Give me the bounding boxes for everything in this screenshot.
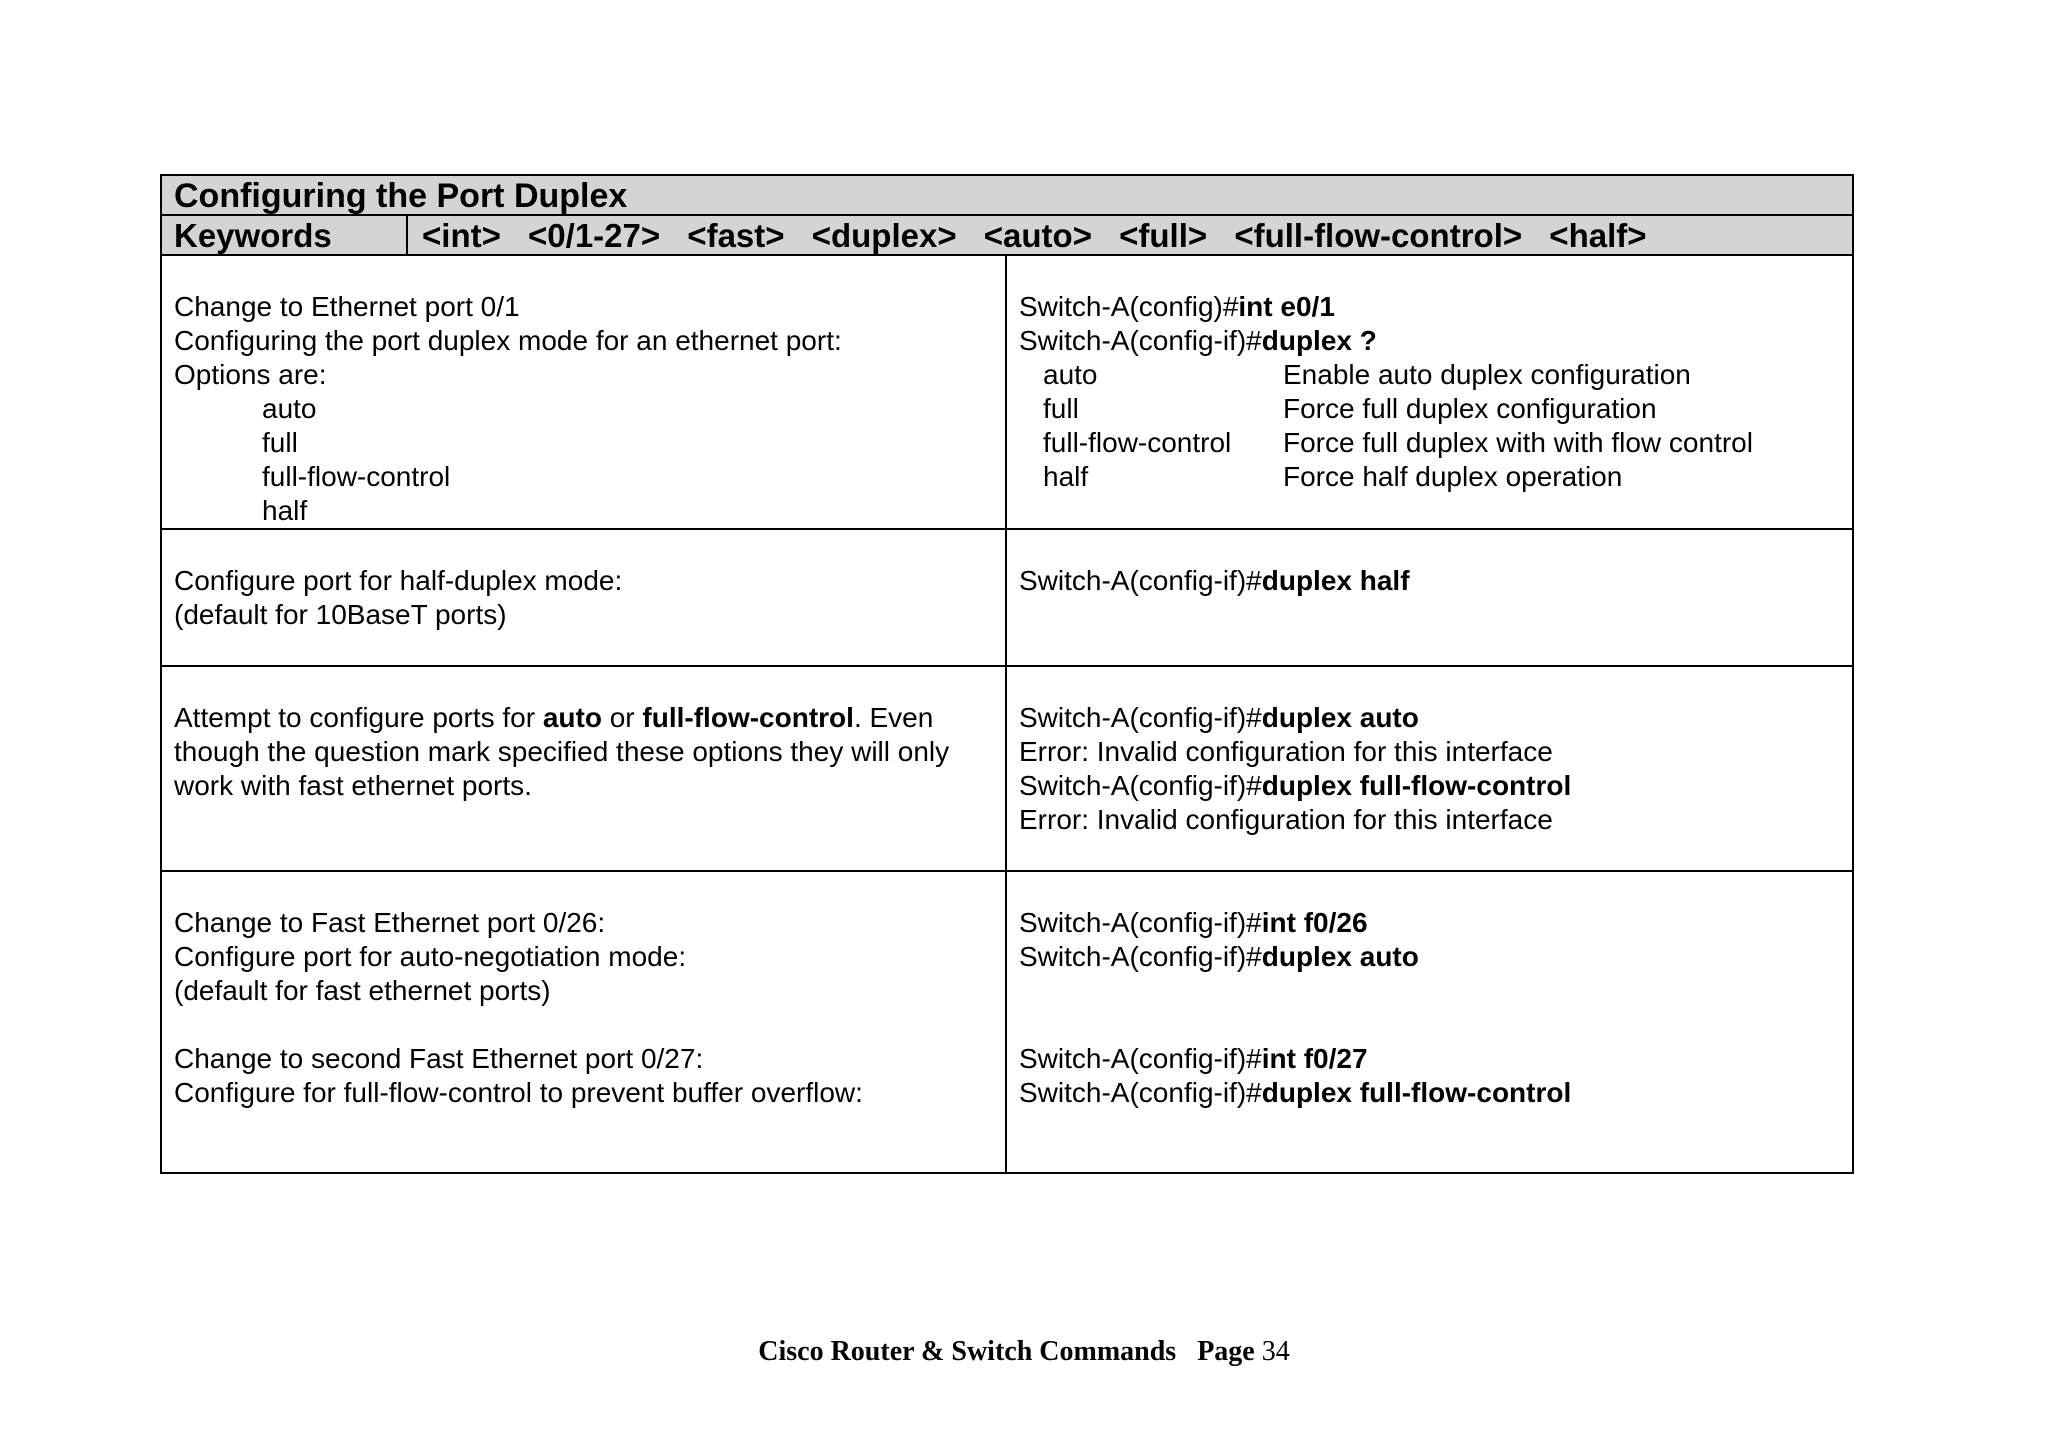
- help-option-desc: Enable auto duplex configuration: [1283, 359, 1691, 390]
- command-cell: [1007, 667, 1852, 870]
- description-line: (default for 10BaseT ports): [174, 599, 507, 630]
- command-text: int f0/26: [1261, 907, 1368, 938]
- description-text: or: [601, 702, 643, 733]
- description-line: Configure for full-flow-control to prevent buffer overflow:: [174, 1077, 863, 1108]
- command-prompt: Switch-A(config-if)#: [1019, 1043, 1262, 1074]
- command-text: duplex full-flow-control: [1261, 1077, 1572, 1108]
- help-option-desc: Force full duplex configuration: [1283, 393, 1657, 424]
- description-cell: [162, 872, 1007, 1172]
- command-line: [1019, 324, 1842, 358]
- option-item: full: [262, 427, 298, 458]
- description-line: Change to Fast Ethernet port 0/26:: [174, 907, 606, 938]
- keywords-list: <int> <0/1-27> <fast> <duplex> <auto> <full> <full-flow-control> <half>: [422, 217, 1647, 254]
- command-prompt: Switch-A(config)#: [1019, 291, 1239, 322]
- keyword-auto: auto: [542, 702, 602, 733]
- command-prompt: Switch-A(config-if)#: [1019, 565, 1262, 596]
- command-line: [1019, 940, 1842, 974]
- command-text: int f0/27: [1261, 1043, 1368, 1074]
- footer-page-label: Page: [1197, 1336, 1255, 1367]
- command-text: duplex half: [1261, 565, 1410, 596]
- description-line: Configure port for half-duplex mode:: [174, 565, 623, 596]
- help-option: [1019, 392, 1842, 426]
- description-line: Change to second Fast Ethernet port 0/27:: [174, 1043, 704, 1074]
- description-line: Options are:: [174, 359, 327, 390]
- command-line: [1019, 701, 1842, 735]
- description-line: Change to Ethernet port 0/1: [174, 291, 520, 322]
- duplex-config-table: [160, 174, 1854, 1174]
- help-option-name: half: [1043, 461, 1089, 492]
- description-line: Configuring the port duplex mode for an ethernet port:: [174, 325, 842, 356]
- help-option-name: auto: [1043, 359, 1098, 390]
- page-number: 34: [1261, 1336, 1290, 1367]
- command-cell: [1007, 256, 1852, 528]
- option-item: half: [262, 495, 308, 526]
- help-option-desc: Force half duplex operation: [1283, 461, 1623, 492]
- command-line: [1019, 769, 1842, 803]
- table-row: [162, 256, 1852, 530]
- command-prompt: Switch-A(config-if)#: [1019, 1077, 1262, 1108]
- command-text: int e0/1: [1238, 291, 1335, 322]
- footer-title: Cisco Router & Switch Commands: [758, 1336, 1177, 1367]
- command-text: duplex auto: [1261, 702, 1419, 733]
- command-cell: [1007, 530, 1852, 665]
- command-line: [1019, 290, 1842, 324]
- command-text: duplex full-flow-control: [1261, 770, 1572, 801]
- table-row: [162, 872, 1852, 1172]
- table-row: [162, 667, 1852, 872]
- command-line: [1019, 1042, 1842, 1076]
- description-line: Configure port for auto-negotiation mode:: [174, 941, 687, 972]
- command-prompt: Switch-A(config-if)#: [1019, 702, 1262, 733]
- spacer: [1019, 974, 1842, 1008]
- help-option-name: full: [1043, 393, 1079, 424]
- help-option: [1019, 460, 1842, 494]
- description-cell: [162, 530, 1007, 665]
- error-line: Error: Invalid configuration for this interface: [1019, 736, 1553, 767]
- keywords-header: [162, 216, 1852, 256]
- command-text: duplex auto: [1261, 941, 1419, 972]
- error-line: Error: Invalid configuration for this interface: [1019, 804, 1553, 835]
- help-option: [1019, 426, 1842, 460]
- description-text: Attempt to configure ports for: [174, 702, 543, 733]
- table-title: Configuring the Port Duplex: [162, 176, 1852, 216]
- command-line: [1019, 906, 1842, 940]
- command-prompt: Switch-A(config-if)#: [1019, 770, 1262, 801]
- command-prompt: Switch-A(config-if)#: [1019, 907, 1262, 938]
- command-line: [1019, 1076, 1842, 1110]
- description-cell: [162, 667, 1007, 870]
- description-paragraph: [174, 701, 995, 803]
- command-text: duplex ?: [1261, 325, 1377, 356]
- command-line: [1019, 564, 1842, 598]
- keywords-label: Keywords: [162, 216, 408, 254]
- spacer: [174, 1008, 995, 1042]
- description-text: . Even though the question mark specified these options they will only work with fast ethernet ports.: [174, 702, 950, 801]
- option-item: auto: [262, 393, 317, 424]
- option-item: full-flow-control: [262, 461, 451, 492]
- keyword-full-flow-control: full-flow-control: [642, 702, 854, 733]
- command-prompt: Switch-A(config-if)#: [1019, 941, 1262, 972]
- help-option: [1019, 358, 1842, 392]
- help-option-desc: Force full duplex with with flow control: [1283, 427, 1753, 458]
- spacer: [1019, 1008, 1842, 1042]
- description-line: (default for fast ethernet ports): [174, 975, 551, 1006]
- command-prompt: Switch-A(config-if)#: [1019, 325, 1262, 356]
- table-row: [162, 530, 1852, 667]
- page-footer: [0, 1336, 2048, 1368]
- description-cell: [162, 256, 1007, 528]
- help-option-name: full-flow-control: [1043, 427, 1232, 458]
- command-cell: [1007, 872, 1852, 1172]
